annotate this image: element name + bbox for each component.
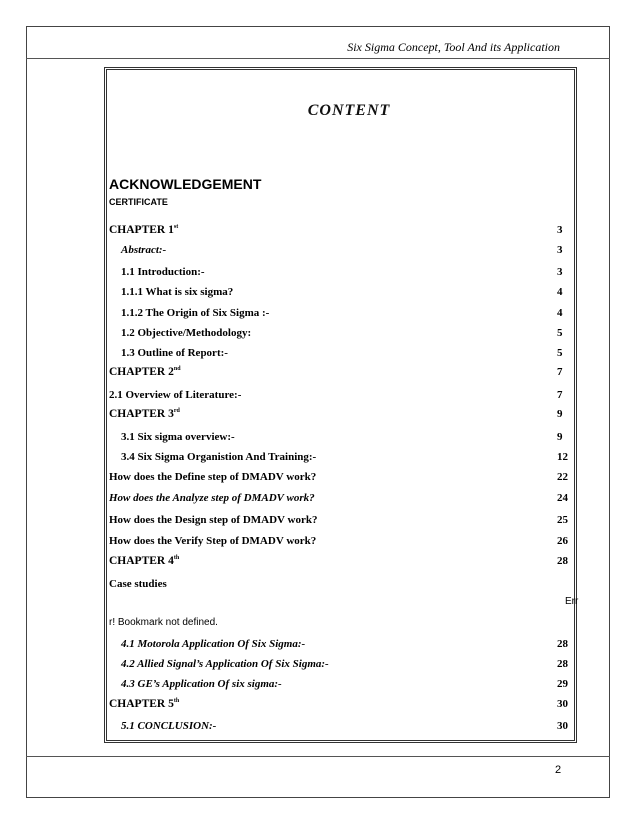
toc-label: 1.2 Objective/Methodology: <box>121 327 252 339</box>
toc-entry-5-1[interactable] <box>0 720 638 738</box>
toc-entry-2-1[interactable] <box>0 389 638 407</box>
toc-label: 1.1.1 What is six sigma? <box>121 286 234 298</box>
toc-page: 22 <box>557 471 568 483</box>
footer-rule <box>26 756 610 757</box>
toc-label: CHAPTER 2 <box>109 366 174 378</box>
toc-entry-4-3[interactable] <box>0 678 638 696</box>
toc-entry-3-1[interactable] <box>0 431 638 449</box>
toc-entry-analyze-step[interactable] <box>0 492 638 510</box>
toc-label: 1.1 Introduction:- <box>121 266 205 278</box>
toc-entry-1-1-2[interactable] <box>0 307 638 325</box>
toc-entry-chapter-5[interactable] <box>0 698 638 716</box>
toc-label: 4.2 Allied Signal’s Application Of Six Sigma:- <box>121 658 329 670</box>
bookmark-error-text: Err <box>565 596 579 607</box>
header-rule <box>26 58 610 59</box>
toc-label: Abstract:- <box>121 244 167 256</box>
toc-entry-verify-step[interactable] <box>0 535 638 553</box>
toc-label: 2.1 Overview of Literature:- <box>109 389 242 401</box>
toc-page: 4 <box>557 307 563 319</box>
toc-entry-design-step[interactable] <box>0 514 638 532</box>
toc-entry-chapter-3[interactable] <box>0 408 638 426</box>
toc-label: How does the Define step of DMADV work? <box>109 471 317 483</box>
toc-page: 28 <box>557 555 568 567</box>
toc-sup: th <box>173 698 180 705</box>
toc-label: CHAPTER 1 <box>109 224 174 236</box>
toc-label: 4.1 Motorola Application Of Six Sigma:- <box>121 638 306 650</box>
toc-entry-4-2[interactable] <box>0 658 638 676</box>
toc-page: 7 <box>557 389 563 401</box>
toc-label: 3.4 Six Sigma Organistion And Training:- <box>121 451 317 463</box>
toc-entry-define-step[interactable] <box>0 471 638 489</box>
page-number: 2 <box>555 764 562 776</box>
toc-page: 29 <box>557 678 568 690</box>
toc-page: 3 <box>557 224 563 236</box>
toc-page: 25 <box>557 514 568 526</box>
content-title: CONTENT <box>307 102 391 119</box>
toc-page: 9 <box>557 408 563 420</box>
toc-entry-1-1-1[interactable] <box>0 286 638 304</box>
toc-entry-1-1[interactable] <box>0 266 638 284</box>
running-header: Six Sigma Concept, Tool And its Application <box>347 40 560 54</box>
toc-sup: st <box>173 224 179 231</box>
toc-entry-chapter-4[interactable] <box>0 555 638 573</box>
toc-entry-chapter-2[interactable] <box>0 366 638 384</box>
toc-page: 28 <box>557 658 568 670</box>
toc-page: 30 <box>557 698 568 710</box>
toc-entry-3-4[interactable] <box>0 451 638 469</box>
toc-sup: th <box>173 555 180 562</box>
toc-page: 5 <box>557 327 563 339</box>
toc-entry-4-1[interactable] <box>0 638 638 656</box>
toc-label: CHAPTER 5 <box>109 698 174 710</box>
toc-sup: rd <box>173 408 180 415</box>
toc-page: 24 <box>557 492 568 504</box>
toc-page: 26 <box>557 535 568 547</box>
toc-page: 4 <box>557 286 563 298</box>
toc-entry-chapter-1[interactable] <box>0 224 638 242</box>
acknowledgement-heading: ACKNOWLEDGEMENT <box>109 176 262 192</box>
toc-label: How does the Analyze step of DMADV work? <box>109 492 315 504</box>
toc-entry-abstract[interactable] <box>0 244 638 262</box>
toc-label: CHAPTER 3 <box>109 408 174 420</box>
toc-page: 28 <box>557 638 568 650</box>
toc-entry-1-3[interactable] <box>0 347 638 365</box>
toc-label: 5.1 CONCLUSION:- <box>121 720 217 732</box>
toc-entry-case-studies[interactable] <box>0 578 638 596</box>
toc-page: 12 <box>557 451 568 463</box>
toc-label: 1.1.2 The Origin of Six Sigma :- <box>121 307 270 319</box>
toc-entry-1-2[interactable] <box>0 327 638 345</box>
toc-page: 5 <box>557 347 563 359</box>
toc-page: 9 <box>557 431 563 443</box>
toc-label: 3.1 Six sigma overview:- <box>121 431 235 443</box>
toc-page: 3 <box>557 266 563 278</box>
toc-sup: nd <box>173 366 181 373</box>
toc-label: 1.3 Outline of Report:- <box>121 347 228 359</box>
toc-label: How does the Design step of DMADV work? <box>109 514 318 526</box>
toc-page: 7 <box>557 366 563 378</box>
toc-label: CHAPTER 4 <box>109 555 174 567</box>
toc-label: Case studies <box>109 578 167 590</box>
bookmark-error-text: r! Bookmark not defined. <box>109 617 218 628</box>
toc-page: 30 <box>557 720 568 732</box>
toc-page: 3 <box>557 244 563 256</box>
certificate-heading: CERTIFICATE <box>109 197 168 207</box>
toc-label: How does the Verify Step of DMADV work? <box>109 535 317 547</box>
toc-label: 4.3 GE’s Application Of six sigma:- <box>121 678 282 690</box>
